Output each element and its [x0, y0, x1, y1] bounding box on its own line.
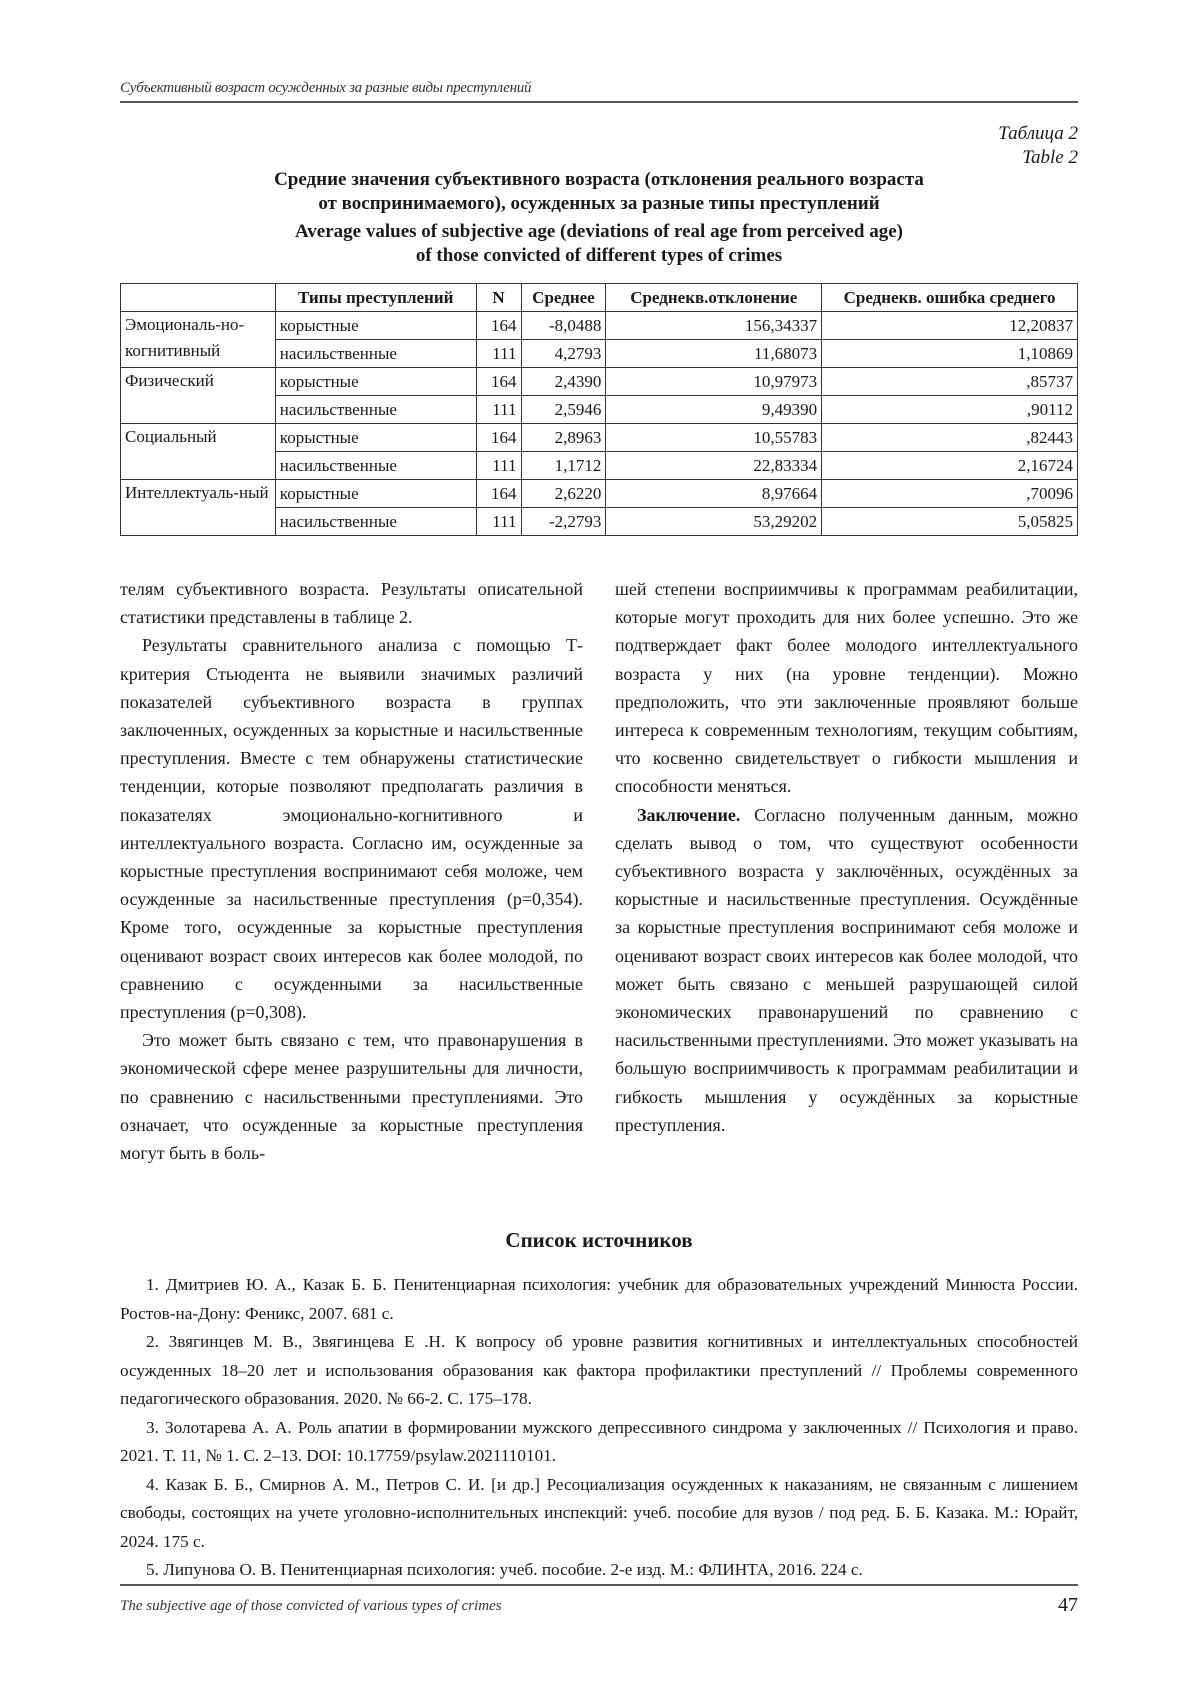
n-value: 111 — [476, 396, 521, 424]
table-label-en: Table 2 — [1022, 147, 1078, 168]
se-value: 2,16724 — [822, 452, 1078, 480]
table-label-ru: Таблица 2 — [998, 123, 1078, 144]
mean-value: 1,1712 — [521, 452, 606, 480]
crime-type: насильственные — [275, 508, 476, 536]
header-cell: Среднее — [521, 284, 606, 312]
paragraph: Это может быть связано с тем, что правонарушения в экономической сфере менее разрушительны для личности, по сравнению с насильственными преступлениями. Это означает, что осужденные за корыстные преступления могут быть в боль- — [120, 1030, 583, 1164]
header-cell: Среднекв.отклонение — [606, 284, 822, 312]
table-title-en-2: of those convicted of different types of crimes — [415, 245, 783, 266]
data-table — [120, 283, 1078, 536]
crime-type: насильственные — [275, 452, 476, 480]
reference-item: 4. Казак Б. Б., Смирнов А. М., Петров С. И. [и др.] Ресоциализация осужденных к наказаниям, не связанным с лишением свободы, состоящих на учете уголовно-исполнительных инспекций: учеб. пособие для вузов / под ред. Б. Б. Казака. М.: Юрайт, 2024. 175 с. — [120, 1474, 1078, 1551]
n-value: 164 — [476, 312, 521, 340]
crime-type: корыстные — [275, 424, 476, 452]
mean-value: -2,2793 — [521, 508, 606, 536]
conclusion-text: Согласно полученным данным, можно сделать вывод о том, что существуют особенности субъективного возраста у заключённых, осуждённых за корыстные и насильственные преступления. Осуждённые за корыстные преступления воспринимают себя моложе и оценивают возраст своих интересов как более молодой, что может быть связано с меньшей разрушающей силой экономических правонарушений по сравнению с насильственными преступлениями. Это может указывать на большую восприимчивость к программам реабилитации и гибкость мышления у осуждённых за корыстные преступления. — [615, 804, 1078, 1135]
n-value: 111 — [476, 452, 521, 480]
body-column-left — [120, 575, 583, 1167]
mean-value: 2,8963 — [521, 424, 606, 452]
reference-item: 2. Звягинцев М. В., Звягинцева Е .Н. К вопросу об уровне развития когнитивных и интеллектуальных способностей осужденных 18–20 лет и использования образования как фактора профилактики преступлений // Проблемы современного педагогического образования. 2020. № 66-2. С. 175–178. — [120, 1332, 1078, 1408]
references-list — [120, 1271, 1078, 1585]
mean-value: 2,6220 — [521, 480, 606, 508]
page-number: 47 — [1058, 1594, 1078, 1616]
mean-value: 4,2793 — [521, 340, 606, 368]
n-value: 164 — [476, 368, 521, 396]
reference-item: 5. Липунова О. В. Пенитенциарная психология: учеб. пособие. 2-е изд. М.: ФЛИНТА, 2016. 224 с. — [146, 1560, 863, 1579]
crime-type: корыстные — [275, 368, 476, 396]
references-title: Список источников — [505, 1228, 693, 1252]
sd-value: 11,68073 — [606, 340, 822, 368]
n-value: 111 — [476, 340, 521, 368]
footer-rule — [120, 1584, 1078, 1586]
sd-value: 10,97973 — [606, 368, 822, 396]
header-cell — [121, 284, 276, 312]
table-label — [998, 122, 1078, 170]
header-cell: N — [476, 284, 521, 312]
se-value: ,70096 — [822, 480, 1078, 508]
header-cell: Типы преступлений — [275, 284, 476, 312]
sd-value: 9,49390 — [606, 396, 822, 424]
n-value: 164 — [476, 480, 521, 508]
running-header: Субъективный возраст осужденных за разные виды преступлений — [120, 80, 532, 96]
table-title-ru-1: Средние значения субъективного возраста (отклонения реального возраста — [274, 169, 924, 190]
mean-value: 2,5946 — [521, 396, 606, 424]
se-value: 12,20837 — [822, 312, 1078, 340]
table-row — [121, 368, 1078, 396]
running-footer: The subjective age of those convicted of various types of crimes — [120, 1598, 502, 1614]
conclusion-lead: Заключение. — [637, 804, 741, 825]
mean-value: 2,4390 — [521, 368, 606, 396]
sd-value: 53,29202 — [606, 508, 822, 536]
se-value: ,85737 — [822, 368, 1078, 396]
table-title-en-1: Average values of subjective age (deviations of real age from perceived age) — [294, 221, 904, 242]
n-value: 111 — [476, 508, 521, 536]
sd-value: 22,83334 — [606, 452, 822, 480]
n-value: 164 — [476, 424, 521, 452]
crime-type: корыстные — [275, 480, 476, 508]
reference-item: 1. Дмитриев Ю. А., Казак Б. Б. Пенитенциарная психология: учебник для образовательных учреждений Минюста России. Ростов-на-Дону: Феникс, 2007. 681 с. — [120, 1275, 1078, 1323]
crime-type: насильственные — [275, 340, 476, 368]
se-value: ,82443 — [822, 424, 1078, 452]
mean-value: -8,0488 — [521, 312, 606, 340]
crime-type: корыстные — [275, 312, 476, 340]
group-label: Социальный — [121, 424, 276, 480]
paragraph: шей степени восприимчивы к программам реабилитации, которые могут проходить для них более успешно. Это же подтверждает факт более молодого интеллектуального возраста у них (на уровне тенденции). Можно предположить, что эти заключенные проявляют больше интереса к современным технологиям, текущим событиям, что косвенно свидетельствует о гибкости мышления и способности меняться. — [615, 579, 1078, 797]
header-cell: Среднекв. ошибка среднего — [822, 284, 1078, 312]
se-value: 1,10869 — [822, 340, 1078, 368]
paragraph: Результаты сравнительного анализа с помощью Т-критерия Стьюдента не выявили значимых различий показателей субъективного возраста в группах заключенных, осужденных за корыстные и насильственные преступления. Вместе с тем обнаружены статистические тенденции, которые позволяют предполагать различия в показателях эмоционально-когнитивного и интеллектуального возраста. Согласно им, осужденные за корыстные преступления воспринимают себя моложе, чем осужденные за насильственные преступления (p=0,354). Кроме того, осужденные за корыстные преступления оценивают возраст своих интересов как более молодой, по сравнению с осужденными за насильственные преступления (p=0,308). — [120, 635, 583, 1023]
paragraph: телям субъективного возраста. Результаты описательной статистики представлены в таблице 2. — [120, 579, 583, 628]
crime-type: насильственные — [275, 396, 476, 424]
reference-item: 3. Золотарева А. А. Роль апатии в формировании мужского депрессивного синдрома у заключенных // Психология и право. 2021. Т. 11, № 1. С. 2–13. DOI: 10.17759/psylaw.2021110101. — [120, 1417, 1078, 1465]
sd-value: 156,34337 — [606, 312, 822, 340]
group-label: Эмоциональ-но-когнитивный — [121, 312, 276, 368]
header-rule — [120, 101, 1078, 103]
table-row — [121, 312, 1078, 340]
table-row — [121, 480, 1078, 508]
body-column-right — [615, 575, 1078, 1139]
table-header-row — [121, 284, 1078, 312]
group-label: Интеллектуаль-ный — [121, 480, 276, 536]
se-value: ,90112 — [822, 396, 1078, 424]
sd-value: 8,97664 — [606, 480, 822, 508]
conclusion-paragraph — [615, 801, 1078, 1139]
table-title — [120, 168, 1078, 268]
sd-value: 10,55783 — [606, 424, 822, 452]
table-title-ru-2: от воспринимаемого), осужденных за разные типы преступлений — [318, 193, 880, 214]
table-row — [121, 424, 1078, 452]
group-label: Физический — [121, 368, 276, 424]
se-value: 5,05825 — [822, 508, 1078, 536]
